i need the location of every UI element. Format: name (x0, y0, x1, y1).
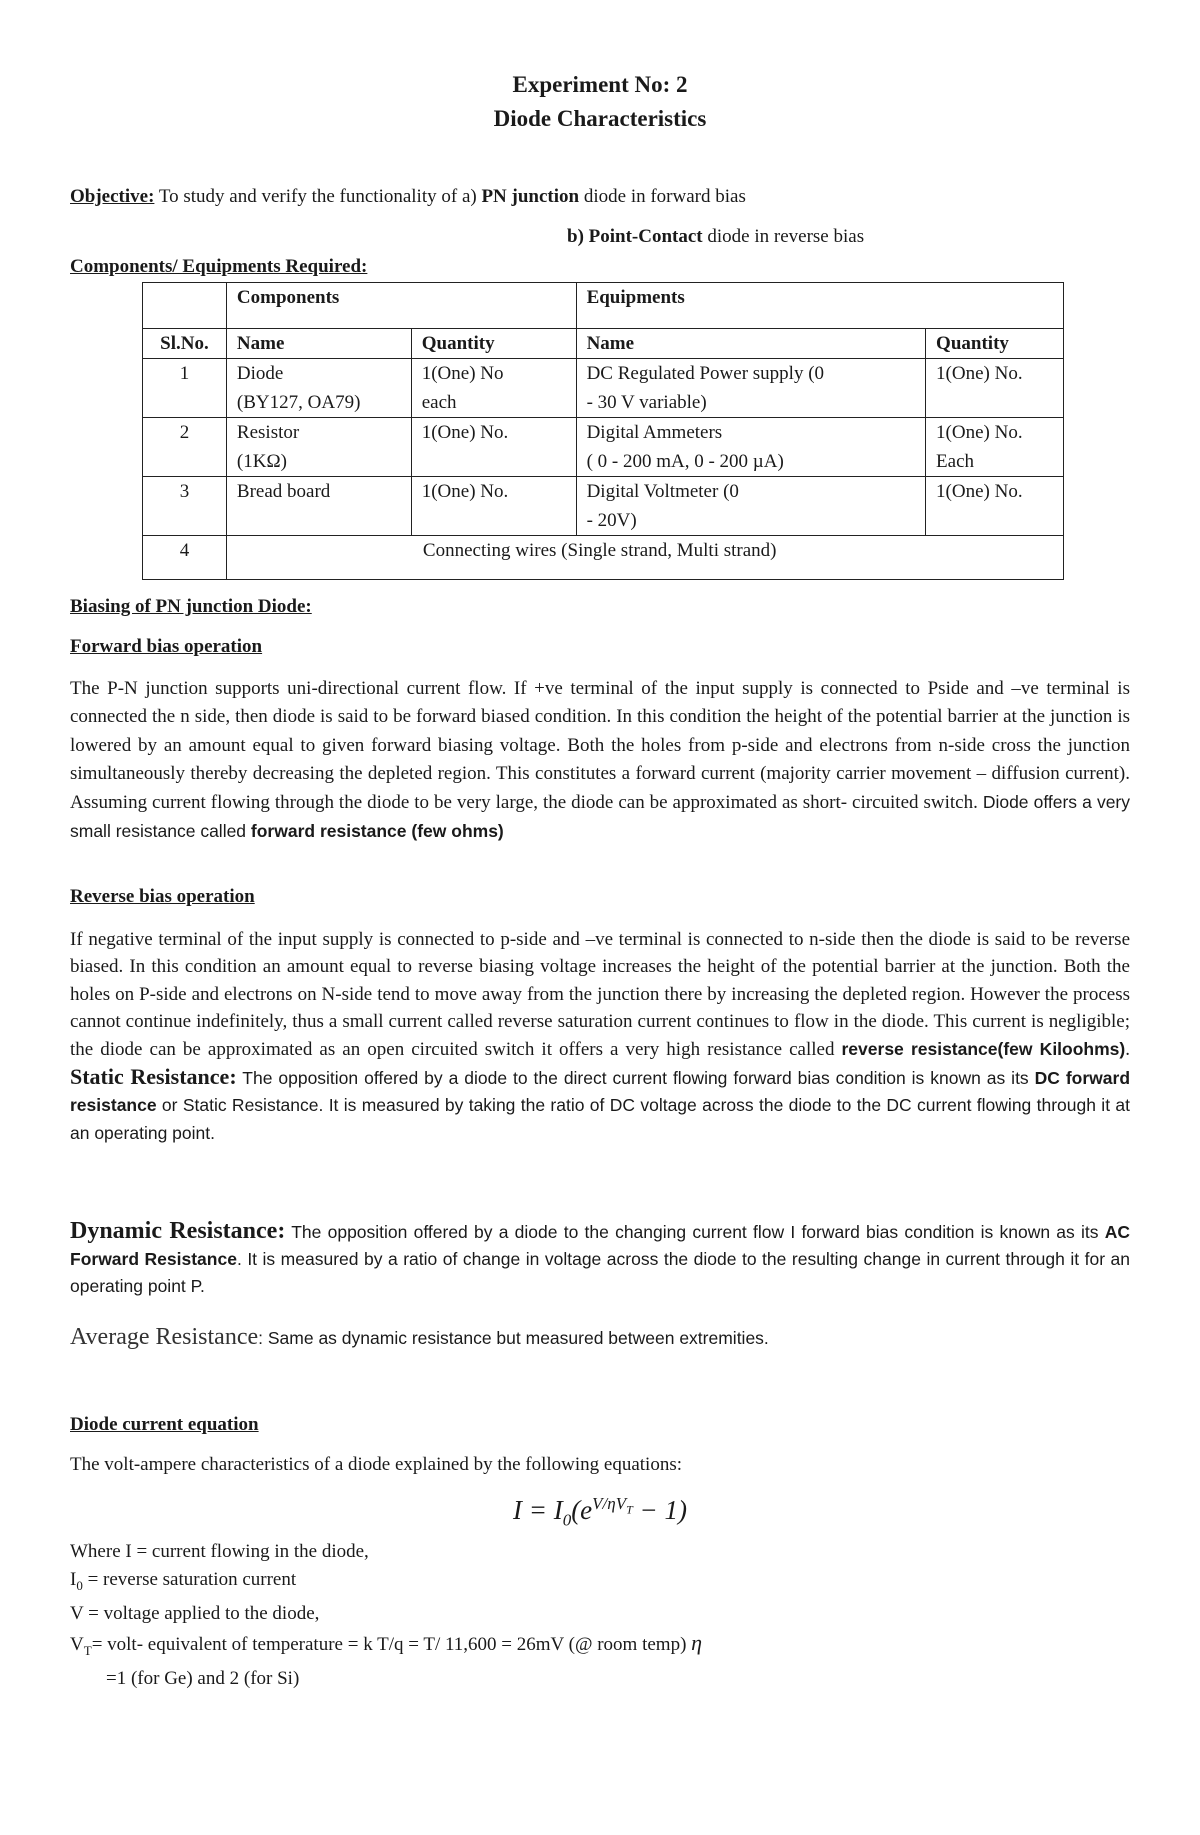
table-header-row (143, 329, 1064, 359)
header-equip-name: Name (576, 329, 925, 359)
definition-voltage: V = voltage applied to the diode, (70, 1603, 320, 1625)
header-equip-qty: Quantity (926, 329, 1064, 359)
diode-current-equation: $I = I_0(e^{V/\eta V_T} - 1)$ (512, 1494, 688, 1530)
components-heading: Components/ Equipments Required: (70, 256, 368, 277)
header-comp-qty: Quantity (411, 329, 576, 359)
group-components: Components (226, 283, 576, 329)
average-resistance-paragraph: Average Resistance: Same as dynamic resistance but measured between extremities. (70, 1324, 769, 1350)
definition-saturation: $I_0$ = reverse saturation current (70, 1569, 297, 1594)
table-row: 4 Connecting wires (Single strand, Multi strand) (143, 536, 1064, 580)
equation-definitions (70, 1538, 1130, 1693)
group-equipments: Equipments (576, 283, 1063, 329)
table-row: 2 Resistor (1KΩ) 1(One) No. Digital Ammeters ( 0 - 200 mA, 0 - 200 µA) 1(One) No. Each (143, 418, 1064, 477)
reverse-paragraph: If negative terminal of the input supply is connected to p-side and –ve terminal is connected to n-side then the diode is said to be reverse biased. In this condition an amount equal to reverse biasing voltage increases the height of the potential barrier at the junction. Both the holes on P-side and electrons on N-side tend to move away from the junction there by increasing the depleted region. However the process cannot continue indefinitely, thus a small current called reverse saturation current continues to flow in the diode. This current is negligible; the diode can be approximated as an open circuited switch it offers a very high resistance called reverse resistance(few Kiloohms). Static Resistance: The opposition offered by a diode to the direct current flowing forward bias condition is known as its DC forward resistance or Static Resistance. It is measured by taking the ratio of DC voltage across the diode to the DC current flowing through it at an operating point. (70, 929, 1131, 1143)
dynamic-resistance-paragraph: Dynamic Resistance: The opposition offered by a diode to the changing current flow I forward bias condition is known as its AC Forward Resistance. It is measured by a ratio of change in voltage across the diode to the resulting change in current through it for an operating point P. (70, 1218, 1131, 1296)
definition-thermal-voltage: $V_T=$ volt- equivalent of temperature = k T/q = T/ 11,600 = 26mV (@ room temp) η (70, 1629, 703, 1658)
reverse-heading: Reverse bias operation (70, 886, 255, 907)
current-equation-intro: The volt-ampere characteristics of a diode explained by the following equations: (70, 1454, 683, 1475)
header-slno: Sl.No. (143, 329, 227, 359)
table-group-row (143, 283, 1064, 329)
definition-eta: =1 (for Ge) and 2 (for Si) (106, 1667, 300, 1689)
header-comp-name: Name (226, 329, 411, 359)
forward-paragraph: The P-N junction supports uni-directional current flow. If +ve terminal of the input supply is connected to Pside and –ve terminal is connected the n side, then diode is said to be forward biased condition. In this condition the height of the potential barrier at the junction is lowered by an amount equal to given forward biasing voltage. Both the holes from p-side and electrons from n-side cross the junction simultaneously thereby decreasing the depleted region. This constitutes a forward current (majority carrier movement – diffusion current). Assuming current flowing through the diode to be very large, the diode can be approximated as short- circuited switch. Diode offers a very small resistance called forward resistance (few ohms) (70, 678, 1131, 842)
biasing-heading: Biasing of PN junction Diode: (70, 596, 312, 617)
page-subtitle: Diode Characteristics (493, 106, 707, 131)
table-row: 3 Bread board 1(One) No. Digital Voltmeter (0 - 20V) 1(One) No. (143, 477, 1064, 536)
table-row: 1 Diode (BY127, OA79) 1(One) No each DC Regulated Power supply (0 - 30 V variable) 1(One) No. (143, 359, 1064, 418)
current-equation-heading: Diode current equation (70, 1414, 259, 1435)
objective-line-a: Objective: To study and verify the functionality of a) PN junction diode in forward bias (70, 186, 746, 207)
objective-line-b: b) Point-Contact diode in reverse bias (567, 226, 865, 247)
definition-current: Where I = current flowing in the diode, (70, 1541, 369, 1562)
objective-label: Objective: (70, 186, 155, 207)
average-resistance-label: Average Resistance (70, 1324, 259, 1350)
forward-heading: Forward bias operation (70, 636, 263, 657)
equipment-table (142, 282, 1064, 580)
static-resistance-label: Static Resistance: (70, 1064, 237, 1090)
page-title: Experiment No: 2 (512, 72, 688, 97)
dynamic-resistance-label: Dynamic Resistance: (70, 1218, 286, 1244)
